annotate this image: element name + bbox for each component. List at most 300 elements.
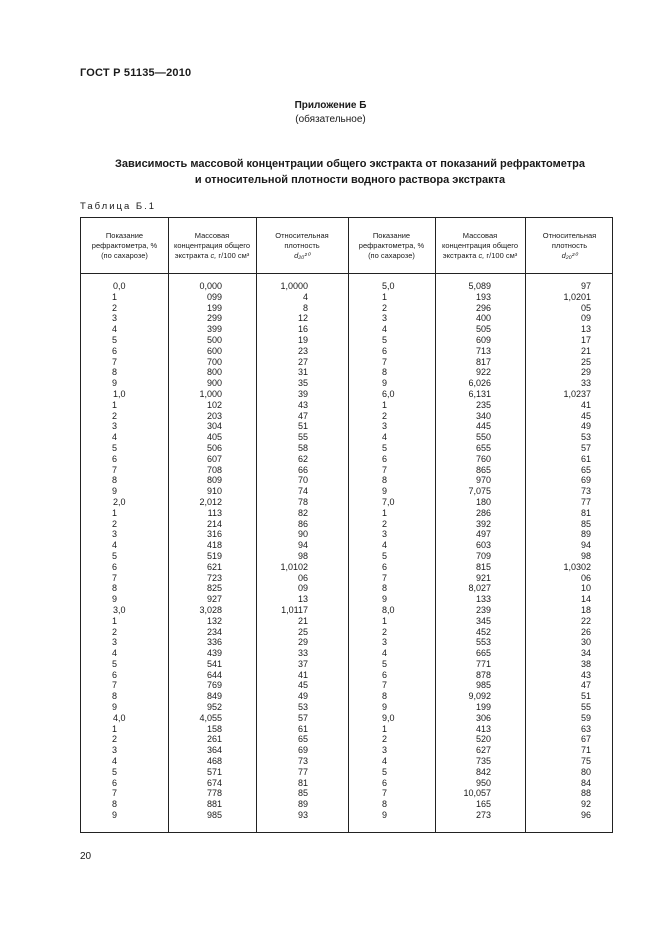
table-cell: 8 <box>112 799 118 810</box>
table-cell: 98 <box>580 550 591 561</box>
header-refr-note: (по сахарозе) <box>368 250 415 260</box>
table-cell: 81 <box>580 507 591 518</box>
table-cell: 10 <box>580 583 591 594</box>
table-cell: 970 <box>475 475 491 486</box>
table-cell: 41 <box>297 669 308 680</box>
table-cell: 4 <box>112 324 118 335</box>
table-cell: 6 <box>112 777 118 788</box>
table-cell: 506 <box>206 442 222 453</box>
table-cell: 1,0117 <box>281 604 308 615</box>
table-cell: 778 <box>206 788 222 799</box>
table-cell: 77 <box>297 766 308 777</box>
column-density-left <box>256 281 348 821</box>
table-cell: 0,000 <box>199 281 222 291</box>
table-cell: 674 <box>206 777 222 788</box>
table-cell: 7 <box>382 572 388 583</box>
table-cell: 413 <box>475 723 491 734</box>
table-cell: 713 <box>475 345 491 356</box>
header-conc-text: Массовая концентрация общего экстракта <box>441 230 519 260</box>
table-cell: 73 <box>297 756 308 767</box>
table-cell: 825 <box>206 583 222 594</box>
table-cell: 09 <box>580 313 591 324</box>
table-cell: 14 <box>580 594 591 605</box>
table-cell: 7 <box>112 788 118 799</box>
table-cell: 1 <box>382 723 388 734</box>
table-cell: 452 <box>475 626 491 637</box>
table-cell: 2 <box>382 734 388 745</box>
table-cell: 286 <box>475 507 491 518</box>
table-cell: 8 <box>112 367 118 378</box>
table-cell: 3 <box>382 745 388 756</box>
table-cell: 06 <box>297 572 308 583</box>
table-cell: 878 <box>475 669 491 680</box>
table-cell: 1,0000 <box>280 281 308 291</box>
table-cell: 81 <box>297 777 308 788</box>
table-cell: 158 <box>206 723 222 734</box>
table-cell: 5,0 <box>382 281 395 291</box>
table-cell: 193 <box>475 291 491 302</box>
table-cell: 239 <box>475 604 491 615</box>
table-cell: 05 <box>580 302 591 313</box>
table-cell: 600 <box>206 345 222 356</box>
table-cell: 38 <box>580 658 591 669</box>
table-cell: 0,0 <box>113 281 126 291</box>
table-cell: 199 <box>475 702 491 713</box>
table-cell: 8 <box>382 799 388 810</box>
page-title-line-1: Зависимость массовой концентрации общего экстракта от показаний рефрактометра <box>115 158 585 170</box>
table-cell: 4 <box>112 432 118 443</box>
table-cell: 6,026 <box>468 378 491 389</box>
table-cell: 85 <box>580 518 591 529</box>
table-cell: 26 <box>580 626 591 637</box>
table-cell: 1,0201 <box>563 291 591 302</box>
table-cell: 520 <box>475 734 491 745</box>
table-cell: 910 <box>206 486 222 497</box>
table-cell: 6 <box>382 777 388 788</box>
table-cell: 842 <box>475 766 491 777</box>
header-conc-symbol: с, <box>210 250 217 260</box>
table-cell: 235 <box>475 399 491 410</box>
table-cell: 273 <box>475 810 491 821</box>
table-cell: 59 <box>580 712 591 723</box>
table-cell: 10,057 <box>463 788 491 799</box>
table-cell: 4 <box>382 648 388 659</box>
table-cell: 4 <box>382 756 388 767</box>
table-cell: 5 <box>112 658 118 669</box>
table-cell: 35 <box>297 378 308 389</box>
table-cell: 86 <box>297 518 308 529</box>
table-cell: 6 <box>112 561 118 572</box>
table-cell: 9,0 <box>382 712 395 723</box>
column-concentration-right <box>435 281 525 821</box>
table-cell: 7 <box>112 680 118 691</box>
table-cell: 2 <box>112 626 118 637</box>
header-conc-text: Массовая концентрация общего экстракта <box>173 230 251 260</box>
table-cell: 607 <box>206 453 222 464</box>
column-refractometer-right <box>348 281 435 821</box>
header-conc-unit: г/100 см³ <box>486 250 518 260</box>
table-cell: 2 <box>112 410 118 421</box>
table-cell: 5 <box>382 766 388 777</box>
table-cell: 180 <box>475 496 491 507</box>
table-cell: 3 <box>112 421 118 432</box>
table-cell: 17 <box>580 334 591 345</box>
table-cell: 57 <box>580 442 591 453</box>
table-cell: 5 <box>112 334 118 345</box>
table-cell: 45 <box>580 410 591 421</box>
table-cell: 4,055 <box>199 712 222 723</box>
table-cell: 45 <box>297 680 308 691</box>
table-cell: 30 <box>580 637 591 648</box>
table-cell: 51 <box>297 421 308 432</box>
table-cell: 93 <box>297 810 308 821</box>
table-cell: 57 <box>297 712 308 723</box>
table-cell: 102 <box>206 399 222 410</box>
table-cell: 7 <box>112 572 118 583</box>
table-cell: 6,131 <box>468 388 491 399</box>
table-cell: 8 <box>112 475 118 486</box>
table-cell: 43 <box>297 399 308 410</box>
page-title-line-2: и относительной плотности водного раствора экстракта <box>194 174 506 186</box>
table-cell: 4 <box>382 432 388 443</box>
table-cell: 519 <box>206 550 222 561</box>
table-cell: 21 <box>580 345 591 356</box>
table-cell: 89 <box>297 799 308 810</box>
table-cell: 571 <box>206 766 222 777</box>
table-cell: 6 <box>382 561 388 572</box>
table-cell: 345 <box>475 615 491 626</box>
table-cell: 8 <box>382 475 388 486</box>
table-cell: 299 <box>206 313 222 324</box>
table-cell: 33 <box>297 648 308 659</box>
table-cell: 89 <box>580 529 591 540</box>
annex-status: (обязательное) <box>295 114 366 125</box>
table-cell: 5 <box>112 766 118 777</box>
table-cell: 18 <box>580 604 591 615</box>
table-cell: 70 <box>297 475 308 486</box>
table-cell: 13 <box>297 594 308 605</box>
table-cell: 203 <box>206 410 222 421</box>
table-cell: 69 <box>580 475 591 486</box>
table-cell: 25 <box>580 356 591 367</box>
table-cell: 7,0 <box>382 496 395 507</box>
table-cell: 2,0 <box>113 496 126 507</box>
header-refr-note: (по сахарозе) <box>101 250 148 260</box>
table-cell: 4 <box>302 291 308 302</box>
table-cell: 700 <box>206 356 222 367</box>
header-refractometer-left <box>81 218 168 273</box>
table-cell: 6 <box>112 345 118 356</box>
table-cell: 1 <box>382 291 388 302</box>
table-cell: 9 <box>112 810 118 821</box>
table-cell: 88 <box>580 788 591 799</box>
table-cell: 37 <box>297 658 308 669</box>
table-cell: 41 <box>580 399 591 410</box>
table-cell: 8,0 <box>382 604 395 615</box>
table-cell: 405 <box>206 432 222 443</box>
table-cell: 2 <box>382 410 388 421</box>
table-cell: 1 <box>112 723 118 734</box>
table-cell: 099 <box>206 291 222 302</box>
table-cell: 214 <box>206 518 222 529</box>
table-cell: 400 <box>475 313 491 324</box>
header-dens-text: Относительная плотность <box>275 230 329 250</box>
table-cell: 261 <box>206 734 222 745</box>
table-cell: 7 <box>112 356 118 367</box>
table-cell: 1 <box>112 507 118 518</box>
table-cell: 94 <box>580 540 591 551</box>
table-cell: 336 <box>206 637 222 648</box>
header-concentration-right <box>435 218 525 273</box>
table-cell: 809 <box>206 475 222 486</box>
header-density-left <box>256 218 348 273</box>
table-cell: 439 <box>206 648 222 659</box>
table-cell: 25 <box>297 626 308 637</box>
table-cell: 709 <box>475 550 491 561</box>
table-cell: 13 <box>580 324 591 335</box>
table-cell: 3 <box>382 529 388 540</box>
table-cell: 22 <box>580 615 591 626</box>
table-cell: 881 <box>206 799 222 810</box>
column-concentration-left <box>168 281 256 821</box>
table-cell: 6 <box>382 345 388 356</box>
table-cell: 67 <box>580 734 591 745</box>
header-conc-unit: г/100 см³ <box>218 250 250 260</box>
table-cell: 609 <box>475 334 491 345</box>
table-cell: 627 <box>475 745 491 756</box>
table-cell: 541 <box>206 658 222 669</box>
table-cell: 6 <box>382 453 388 464</box>
table-cell: 5 <box>112 442 118 453</box>
table-cell: 1 <box>382 507 388 518</box>
table-cell: 505 <box>475 324 491 335</box>
table-cell: 39 <box>297 388 308 399</box>
table-cell: 7 <box>382 356 388 367</box>
table-cell: 43 <box>580 669 591 680</box>
table-cell: 5 <box>112 550 118 561</box>
table-cell: 392 <box>475 518 491 529</box>
table-cell: 1,0237 <box>563 388 591 399</box>
table-cell: 665 <box>475 648 491 659</box>
table-cell: 09 <box>297 583 308 594</box>
table-cell: 58 <box>297 442 308 453</box>
table-cell: 4,0 <box>113 712 126 723</box>
table-cell: 769 <box>206 680 222 691</box>
table-cell: 73 <box>580 486 591 497</box>
table-cell: 655 <box>475 442 491 453</box>
table-cell: 5 <box>382 334 388 345</box>
table-cell: 69 <box>297 745 308 756</box>
table-cell: 8 <box>302 302 308 313</box>
table-cell: 199 <box>206 302 222 313</box>
table-cell: 29 <box>297 637 308 648</box>
table-cell: 21 <box>297 615 308 626</box>
table-cell: 19 <box>297 334 308 345</box>
table-cell: 800 <box>206 367 222 378</box>
header-dens-symbol: d₂₀²⁰ <box>561 250 578 260</box>
table-cell: 61 <box>297 723 308 734</box>
table-cell: 553 <box>475 637 491 648</box>
header-refr-text: Показание рефрактометра, % <box>358 230 425 250</box>
table-cell: 3 <box>112 745 118 756</box>
table-cell: 304 <box>206 421 222 432</box>
table-cell: 49 <box>297 691 308 702</box>
table-cell: 78 <box>297 496 308 507</box>
table-cell: 53 <box>580 432 591 443</box>
header-concentration-left <box>168 218 256 273</box>
header-divider <box>81 273 612 274</box>
table-cell: 7 <box>112 464 118 475</box>
table-cell: 9,092 <box>468 691 491 702</box>
table-cell: 9 <box>382 378 388 389</box>
table-cell: 708 <box>206 464 222 475</box>
table-cell: 98 <box>297 550 308 561</box>
table-cell: 2 <box>112 302 118 313</box>
table-cell: 5 <box>382 658 388 669</box>
table-cell: 3 <box>382 421 388 432</box>
table-cell: 621 <box>206 561 222 572</box>
table-cell: 16 <box>297 324 308 335</box>
table-cell: 399 <box>206 324 222 335</box>
table-cell: 234 <box>206 626 222 637</box>
table-cell: 8 <box>112 583 118 594</box>
table-cell: 3,028 <box>199 604 222 615</box>
table-cell: 7,075 <box>468 486 491 497</box>
table-cell: 9 <box>382 810 388 821</box>
table-cell: 9 <box>382 702 388 713</box>
table-cell: 47 <box>580 680 591 691</box>
table-cell: 61 <box>580 453 591 464</box>
table-cell: 4 <box>112 540 118 551</box>
table-cell: 85 <box>297 788 308 799</box>
table-cell: 500 <box>206 334 222 345</box>
table-cell: 985 <box>475 680 491 691</box>
data-table <box>80 217 613 833</box>
table-cell: 9 <box>112 486 118 497</box>
table-cell: 55 <box>580 702 591 713</box>
table-cell: 922 <box>475 367 491 378</box>
table-cell: 55 <box>297 432 308 443</box>
table-cell: 1 <box>112 291 118 302</box>
table-cell: 5 <box>382 442 388 453</box>
table-cell: 1,0 <box>113 388 126 399</box>
page-title <box>80 156 620 188</box>
table-cell: 9 <box>382 594 388 605</box>
table-cell: 71 <box>580 745 591 756</box>
table-cell: 900 <box>206 378 222 389</box>
table-cell: 80 <box>580 766 591 777</box>
table-cell: 735 <box>475 756 491 767</box>
table-cell: 4 <box>382 324 388 335</box>
table-cell: 8 <box>112 691 118 702</box>
column-refractometer-left <box>81 281 168 821</box>
table-cell: 49 <box>580 421 591 432</box>
document-code: ГОСТ Р 51135—2010 <box>80 67 192 79</box>
table-cell: 9 <box>112 594 118 605</box>
table-cell: 9 <box>112 378 118 389</box>
table-cell: 3 <box>112 313 118 324</box>
table-cell: 723 <box>206 572 222 583</box>
table-cell: 306 <box>475 712 491 723</box>
table-cell: 950 <box>475 777 491 788</box>
table-cell: 77 <box>580 496 591 507</box>
table-cell: 1 <box>112 399 118 410</box>
table-cell: 75 <box>580 756 591 767</box>
table-cell: 8 <box>382 691 388 702</box>
table-cell: 165 <box>475 799 491 810</box>
table-cell: 132 <box>206 615 222 626</box>
table-cell: 133 <box>475 594 491 605</box>
table-cell: 1 <box>112 615 118 626</box>
header-refr-text: Показание рефрактометра, % <box>91 230 158 250</box>
table-cell: 952 <box>206 702 222 713</box>
table-cell: 316 <box>206 529 222 540</box>
table-cell: 06 <box>580 572 591 583</box>
table-cell: 63 <box>580 723 591 734</box>
table-cell: 815 <box>475 561 491 572</box>
table-cell: 603 <box>475 540 491 551</box>
table-cell: 927 <box>206 594 222 605</box>
header-refractometer-right <box>348 218 435 273</box>
table-cell: 849 <box>206 691 222 702</box>
table-cell: 97 <box>580 281 591 291</box>
table-cell: 23 <box>297 345 308 356</box>
table-cell: 84 <box>580 777 591 788</box>
table-cell: 921 <box>475 572 491 583</box>
table-cell: 8 <box>382 367 388 378</box>
header-dens-symbol: d₂₀²⁰ <box>294 250 310 260</box>
table-cell: 6 <box>382 669 388 680</box>
header-conc-symbol: с, <box>478 250 485 260</box>
table-cell: 1 <box>382 399 388 410</box>
table-caption: Таблица Б.1 <box>80 201 157 212</box>
column-density-right <box>525 281 614 821</box>
table-cell: 985 <box>206 810 222 821</box>
table-cell: 865 <box>475 464 491 475</box>
table-cell: 340 <box>475 410 491 421</box>
table-cell: 817 <box>475 356 491 367</box>
table-cell: 644 <box>206 669 222 680</box>
table-cell: 5,089 <box>468 281 491 291</box>
table-cell: 96 <box>580 810 591 821</box>
table-cell: 12 <box>297 313 308 324</box>
table-cell: 364 <box>206 745 222 756</box>
table-cell: 3 <box>382 637 388 648</box>
table-cell: 5 <box>382 550 388 561</box>
table-cell: 1,0302 <box>563 561 591 572</box>
table-cell: 9 <box>112 702 118 713</box>
table-cell: 31 <box>297 367 308 378</box>
table-cell: 1,000 <box>199 388 222 399</box>
table-cell: 65 <box>580 464 591 475</box>
table-cell: 550 <box>475 432 491 443</box>
table-cell: 6 <box>112 669 118 680</box>
table-cell: 2 <box>112 518 118 529</box>
table-cell: 4 <box>382 540 388 551</box>
table-cell: 34 <box>580 648 591 659</box>
table-cell: 47 <box>297 410 308 421</box>
table-cell: 2 <box>382 302 388 313</box>
header-density-right <box>525 218 614 273</box>
annex-title: Приложение Б <box>294 100 367 111</box>
table-cell: 418 <box>206 540 222 551</box>
table-cell: 7 <box>382 464 388 475</box>
table-cell: 6 <box>112 453 118 464</box>
table-cell: 94 <box>297 540 308 551</box>
table-cell: 82 <box>297 507 308 518</box>
table-cell: 8,027 <box>468 583 491 594</box>
table-cell: 51 <box>580 691 591 702</box>
